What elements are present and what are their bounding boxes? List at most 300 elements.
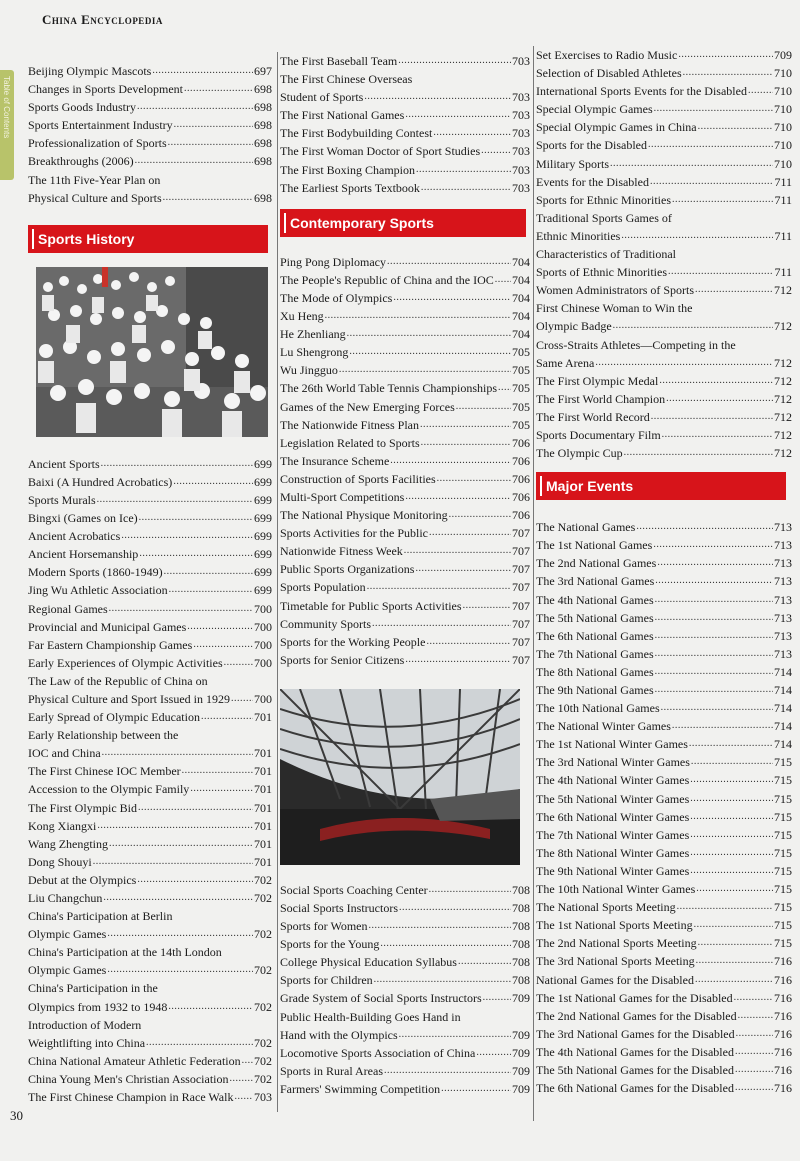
toc-entry-title: Baixi (A Hundred Acrobatics) <box>28 474 173 489</box>
toc-entry-page: 698 <box>254 136 272 151</box>
toc-entry-title: Kong Xiangxi <box>28 818 97 833</box>
dot-leader <box>415 560 511 578</box>
toc-list <box>280 881 530 1098</box>
toc-entry <box>280 953 530 971</box>
toc-entry <box>280 1044 530 1062</box>
toc-entry <box>280 651 530 669</box>
toc-entry-page: 703 <box>254 1090 272 1105</box>
toc-entry-title: Liu Changchun <box>28 891 103 905</box>
toc-entry-title: Sports Murals <box>28 492 96 507</box>
dot-leader <box>662 426 773 444</box>
toc-entry-title: The 26th World Table Tennis Championships <box>280 381 498 396</box>
toc-entry-page: 703 <box>512 162 530 177</box>
toc-entry <box>280 70 530 88</box>
toc-entry <box>280 307 530 325</box>
toc-entry-title: Timetable for Public Sports Activities <box>280 598 462 613</box>
toc-entry-title: The 2nd National Games for the Disabled <box>536 1008 737 1023</box>
toc-entry-page: 699 <box>254 474 272 489</box>
toc-entry-page: 710 <box>774 120 792 135</box>
toc-entry-page: 698 <box>254 100 272 115</box>
toc-entry-page: 703 <box>512 144 530 159</box>
toc-entry <box>280 416 530 434</box>
toc-entry-title: China's Participation at the 14th London <box>28 945 222 960</box>
toc-entry-page: 708 <box>512 919 530 934</box>
toc-entry-title: Olympic Games <box>28 927 107 942</box>
dot-leader <box>690 808 773 826</box>
toc-entry <box>28 527 272 545</box>
toc-entry <box>28 799 272 817</box>
toc-entry <box>536 209 792 227</box>
dot-leader <box>182 762 253 780</box>
toc-entry-title: Far Eastern Championship Games <box>28 637 193 652</box>
toc-entry-page: 703 <box>512 126 530 141</box>
toc-entry-page: 699 <box>254 583 272 598</box>
toc-entry <box>28 581 272 599</box>
toc-entry-title: Games of the New Emerging Forces <box>280 399 455 414</box>
toc-entry <box>536 118 792 136</box>
toc-entry-title: The 1st National Sports Meeting <box>536 918 693 933</box>
toc-entry-title: The First Bodybuilding Contest <box>280 126 433 141</box>
toc-entry-title: The First Baseball Team <box>280 54 398 68</box>
toc-entry-page: 715 <box>774 863 792 878</box>
toc-entry <box>280 560 530 578</box>
toc-entry-page: 707 <box>512 598 530 613</box>
toc-entry <box>536 136 792 154</box>
dot-leader <box>636 518 773 536</box>
toc-entry-page: 712 <box>774 319 792 334</box>
toc-entry-page: 713 <box>774 628 792 643</box>
toc-entry <box>28 672 272 690</box>
toc-entry <box>28 817 272 835</box>
dot-leader <box>174 116 253 134</box>
dot-leader <box>109 600 253 618</box>
dot-leader <box>677 898 773 916</box>
toc-entry <box>28 925 272 943</box>
toc-entry-page: 713 <box>774 556 792 571</box>
toc-entry <box>280 52 530 70</box>
toc-entry-page: 699 <box>254 547 272 562</box>
toc-entry <box>536 771 792 789</box>
dot-leader <box>380 935 511 953</box>
toc-entry-title: Ethnic Minorities <box>536 228 621 243</box>
dot-leader <box>734 989 773 1007</box>
toc-entry <box>536 299 792 317</box>
toc-entry-title: China's Participation in the <box>28 981 158 996</box>
toc-entry-title: The 5th National Games <box>536 610 654 625</box>
toc-entry <box>280 343 530 361</box>
dot-leader <box>420 416 511 434</box>
dot-leader <box>672 717 773 735</box>
toc-list <box>536 518 792 1097</box>
dot-leader <box>655 645 773 663</box>
dot-leader <box>621 227 773 245</box>
dot-leader <box>347 325 511 343</box>
toc-entry-page: 701 <box>254 764 272 779</box>
toc-entry <box>28 473 272 491</box>
toc-entry-title: The First Boxing Champion <box>280 162 415 177</box>
toc-entry-title: Community Sports <box>280 616 372 631</box>
toc-entry <box>536 554 792 572</box>
toc-entry <box>28 171 272 189</box>
toc-entry <box>536 46 792 64</box>
toc-entry-title: Public Sports Organizations <box>280 562 415 577</box>
toc-entry-title: Locomotive Sports Association of China <box>280 1045 476 1060</box>
toc-entry-title: Early Spread of Olympic Education <box>28 710 200 725</box>
toc-entry <box>28 889 272 907</box>
toc-entry-page: 712 <box>774 391 792 406</box>
toc-entry <box>28 654 272 672</box>
toc-entry-page: 704 <box>512 309 530 324</box>
toc-entry-page: 708 <box>512 973 530 988</box>
dot-leader <box>458 953 511 971</box>
toc-entry-title: Early Experiences of Olympic Activities <box>28 655 223 670</box>
toc-entry-title: The Law of the Republic of China on <box>28 673 208 688</box>
toc-entry-title: China Young Men's Christian Association <box>28 1071 229 1086</box>
toc-list <box>536 46 792 462</box>
toc-entry-title: The People's Republic of China and the IOC <box>280 272 494 287</box>
toc-entry-title: Debut at the Olympics <box>28 872 137 887</box>
toc-entry <box>28 455 272 473</box>
toc-entry-title: The 3rd National Games for the Disabled <box>536 1026 735 1041</box>
toc-entry-page: 709 <box>512 1081 530 1096</box>
dot-leader <box>648 136 773 154</box>
toc-entry <box>280 289 530 307</box>
dot-leader <box>399 1026 511 1044</box>
dot-leader <box>429 881 511 899</box>
toc-entry-page: 713 <box>774 592 792 607</box>
toc-entry-title: Nationwide Fitness Week <box>280 544 403 559</box>
dot-leader <box>109 835 253 853</box>
toc-entry-title: Olympics from 1932 to 1948 <box>28 999 168 1014</box>
dot-leader <box>735 1061 773 1079</box>
toc-entry-page: 715 <box>774 791 792 806</box>
toc-entry-title: Professionalization of Sports <box>28 136 167 151</box>
toc-entry-page: 715 <box>774 882 792 897</box>
toc-entry-page: 705 <box>512 399 530 414</box>
toc-entry-title: Sports of Ethnic Minorities <box>536 265 667 280</box>
dot-leader <box>405 106 511 124</box>
dot-leader <box>190 780 253 798</box>
toc-entry-page: 698 <box>254 154 272 169</box>
dot-leader <box>655 627 773 645</box>
dot-leader <box>169 581 253 599</box>
dot-leader <box>481 142 511 160</box>
toc-entry <box>28 943 272 961</box>
toc-entry-page: 711 <box>774 192 792 207</box>
dot-leader <box>655 681 773 699</box>
toc-entry-page: 699 <box>254 456 272 471</box>
toc-entry <box>280 88 530 106</box>
dot-leader <box>651 408 773 426</box>
toc-entry-title: China National Amateur Athletic Federation <box>28 1053 241 1068</box>
toc-entry-title: Multi-Sport Competitions <box>280 489 405 504</box>
stadium-roof-image <box>280 689 520 865</box>
dot-leader <box>97 491 253 509</box>
toc-entry <box>536 916 792 934</box>
toc-entry <box>280 470 530 488</box>
dot-leader <box>168 134 253 152</box>
toc-entry-page: 704 <box>512 290 530 305</box>
toc-entry-page: 716 <box>774 972 792 987</box>
toc-entry <box>536 372 792 390</box>
toc-entry-page: 710 <box>774 138 792 153</box>
toc-entry-title: The 6th National Games <box>536 628 654 643</box>
toc-entry-page: 715 <box>774 755 792 770</box>
dot-leader <box>695 281 773 299</box>
toc-entry-page: 698 <box>254 82 272 97</box>
dot-leader <box>678 46 773 64</box>
toc-list <box>28 455 272 1106</box>
toc-entry <box>280 971 530 989</box>
toc-entry-title: Sports Population <box>280 580 366 595</box>
dot-leader <box>655 572 773 590</box>
toc-entry-page: 705 <box>512 363 530 378</box>
toc-entry-page: 706 <box>512 508 530 523</box>
toc-entry-title: Xu Heng <box>280 309 324 324</box>
toc-entry-title: Olympic Badge <box>536 319 612 334</box>
toc-entry <box>28 726 272 744</box>
toc-entry-title: The 1st National Games for the Disabled <box>536 990 733 1005</box>
toc-entry-title: College Physical Education Syllabus <box>280 955 457 970</box>
toc-entry <box>536 100 792 118</box>
toc-entry-page: 710 <box>774 84 792 99</box>
toc-entry <box>28 545 272 563</box>
toc-entry-page: 716 <box>774 1044 792 1059</box>
toc-entry-title: The 4th National Games <box>536 592 654 607</box>
toc-entry-title: Introduction of Modern <box>28 1017 142 1032</box>
toc-entry <box>28 80 272 98</box>
toc-entry <box>536 336 792 354</box>
toc-entry-page: 716 <box>774 1062 792 1077</box>
dot-leader <box>498 379 511 397</box>
toc-entry <box>536 572 792 590</box>
toc-entry <box>280 506 530 524</box>
dot-leader <box>152 62 253 80</box>
toc-entry-page: 716 <box>774 990 792 1005</box>
dot-leader <box>668 263 773 281</box>
dot-leader <box>735 1079 773 1097</box>
toc-entry-title: Cross-Straits Athletes—Competing in the <box>536 337 736 352</box>
toc-entry-page: 699 <box>254 565 272 580</box>
dot-leader <box>738 1007 773 1025</box>
dot-leader <box>690 826 773 844</box>
toc-entry <box>28 1034 272 1052</box>
toc-entry <box>28 116 272 134</box>
dot-leader <box>476 1044 511 1062</box>
toc-entry-title: Military Sports <box>536 156 610 171</box>
toc-entry-page: 709 <box>512 1063 530 1078</box>
toc-entry-page: 702 <box>254 872 272 887</box>
toc-entry <box>28 907 272 925</box>
toc-entry <box>536 64 792 82</box>
toc-entry <box>536 952 792 970</box>
dot-leader <box>595 354 773 372</box>
toc-entry <box>280 142 530 160</box>
dot-leader <box>384 1062 511 1080</box>
toc-entry-title: The 3rd National Winter Games <box>536 755 690 770</box>
toc-entry <box>28 134 272 152</box>
dot-leader <box>193 636 253 654</box>
dot-leader <box>364 88 511 106</box>
toc-entry-title: The 11th Five-Year Plan on <box>28 172 161 187</box>
toc-entry <box>280 1080 530 1098</box>
toc-entry-page: 701 <box>254 800 272 815</box>
toc-entry <box>28 708 272 726</box>
toc-entry-title: Grade System of Social Sports Instructors <box>280 991 482 1006</box>
stadium-roof-photo <box>280 689 520 865</box>
toc-entry-title: Ancient Sports <box>28 456 100 471</box>
toc-entry-page: 701 <box>254 710 272 725</box>
dot-leader <box>655 591 773 609</box>
section-heading-major-events: Major Events <box>536 472 786 500</box>
toc-entry-title: Sports Activities for the Public <box>280 526 428 541</box>
toc-entry-page: 706 <box>512 489 530 504</box>
toc-entry-page: 699 <box>254 492 272 507</box>
marathon-crowd-image <box>36 267 268 437</box>
dot-leader <box>137 98 253 116</box>
dot-leader <box>683 64 773 82</box>
toc-entry-title: The 7th National Winter Games <box>536 827 690 842</box>
toc-entry-title: The 5th National Games for the Disabled <box>536 1062 734 1077</box>
toc-entry <box>536 844 792 862</box>
toc-entry-title: The Insurance Scheme <box>280 453 390 468</box>
toc-entry <box>536 627 792 645</box>
toc-entry-title: The 1st National Games <box>536 538 653 553</box>
toc-entry <box>28 636 272 654</box>
toc-entry-page: 714 <box>774 701 792 716</box>
toc-entry-title: Weightlifting into China <box>28 1035 146 1050</box>
toc-entry <box>536 1079 792 1097</box>
dot-leader <box>121 527 253 545</box>
toc-entry-page: 715 <box>774 845 792 860</box>
toc-column-middle <box>280 52 530 1098</box>
toc-entry-page: 715 <box>774 918 792 933</box>
toc-entry-page: 712 <box>774 355 792 370</box>
dot-leader <box>610 155 773 173</box>
toc-entry <box>28 1070 272 1088</box>
toc-entry-page: 709 <box>512 991 530 1006</box>
toc-entry-title: Sports Goods Industry <box>28 100 137 115</box>
toc-entry <box>280 379 530 397</box>
dot-leader <box>139 545 253 563</box>
toc-entry-page: 714 <box>774 737 792 752</box>
toc-entry <box>536 1043 792 1061</box>
toc-entry-title: Wu Jingguo <box>280 363 338 378</box>
section-heading-contemporary-sports: Contemporary Sports <box>280 209 526 237</box>
dot-leader <box>374 971 511 989</box>
dot-leader <box>234 1088 253 1106</box>
toc-entry <box>28 835 272 853</box>
toc-entry-title: The 6th National Winter Games <box>536 809 690 824</box>
dot-leader <box>426 633 511 651</box>
dot-leader <box>653 536 773 554</box>
toc-entry <box>280 615 530 633</box>
toc-entry-title: The First Chinese Champion in Race Walk <box>28 1090 234 1105</box>
dot-leader <box>173 473 253 491</box>
toc-entry-page: 704 <box>512 254 530 269</box>
toc-entry <box>280 1026 530 1044</box>
dot-leader <box>689 735 773 753</box>
dot-leader <box>168 998 253 1016</box>
dot-leader <box>230 1070 253 1088</box>
toc-entry <box>28 871 272 889</box>
toc-entry-title: Sports for Ethnic Minorities <box>536 192 671 207</box>
toc-entry-title: He Zhenliang <box>280 327 346 342</box>
dot-leader <box>325 307 511 325</box>
dot-leader <box>441 1080 511 1098</box>
toc-entry-page: 711 <box>774 228 792 243</box>
dot-leader <box>107 925 253 943</box>
toc-entry <box>536 317 792 335</box>
dot-leader <box>696 880 773 898</box>
toc-entry-page: 715 <box>774 936 792 951</box>
dot-leader <box>429 524 511 542</box>
toc-entry <box>536 934 792 952</box>
dot-leader <box>421 434 511 452</box>
toc-entry-page: 699 <box>254 529 272 544</box>
dot-leader <box>735 1043 773 1061</box>
dot-leader <box>748 82 773 100</box>
toc-entry-title: The 1st National Winter Games <box>536 737 688 752</box>
toc-list <box>28 62 272 207</box>
dot-leader <box>405 488 511 506</box>
toc-entry-title: The National Physique Monitoring <box>280 508 448 523</box>
toc-entry-page: 704 <box>512 327 530 342</box>
dot-leader <box>107 961 253 979</box>
toc-entry-title: The Earliest Sports Textbook <box>280 180 420 195</box>
toc-entry-title: Public Health-Building Goes Hand in <box>280 1009 461 1024</box>
toc-entry-page: 701 <box>254 854 272 869</box>
toc-entry <box>28 961 272 979</box>
toc-entry-title: The National Games <box>536 520 636 535</box>
dot-leader <box>137 871 253 889</box>
toc-entry <box>536 245 792 263</box>
dot-leader <box>654 100 773 118</box>
toc-entry <box>536 862 792 880</box>
dot-leader <box>97 817 253 835</box>
dot-leader <box>655 663 773 681</box>
toc-list <box>280 253 530 669</box>
toc-entry <box>280 917 530 935</box>
marathon-crowd-photo <box>36 267 268 437</box>
toc-entry <box>280 452 530 470</box>
toc-entry-title: Social Sports Coaching Center <box>280 882 428 897</box>
toc-entry-page: 700 <box>254 637 272 652</box>
toc-entry <box>28 1016 272 1034</box>
toc-entry-page: 705 <box>512 417 530 432</box>
toc-entry-title: Sports in Rural Areas <box>280 1063 383 1078</box>
toc-entry-page: 705 <box>512 381 530 396</box>
dot-leader <box>349 343 511 361</box>
toc-entry-page: 716 <box>774 1081 792 1096</box>
toc-entry-page: 710 <box>774 66 792 81</box>
toc-entry-page: 714 <box>774 719 792 734</box>
section-heading-sports-history: Sports History <box>28 225 268 253</box>
dot-leader <box>421 179 511 197</box>
toc-entry <box>536 227 792 245</box>
toc-entry-title: Women Administrators of Sports <box>536 283 695 298</box>
toc-entry <box>536 354 792 372</box>
toc-entry-page: 709 <box>512 1027 530 1042</box>
dot-leader <box>437 470 511 488</box>
toc-entry-page: 714 <box>774 664 792 679</box>
toc-entry <box>28 853 272 871</box>
toc-entry <box>280 179 530 197</box>
dot-leader <box>139 509 253 527</box>
dot-leader <box>661 699 773 717</box>
toc-entry-title: The First World Record <box>536 409 650 424</box>
toc-entry-title: Early Relationship between the <box>28 728 179 743</box>
